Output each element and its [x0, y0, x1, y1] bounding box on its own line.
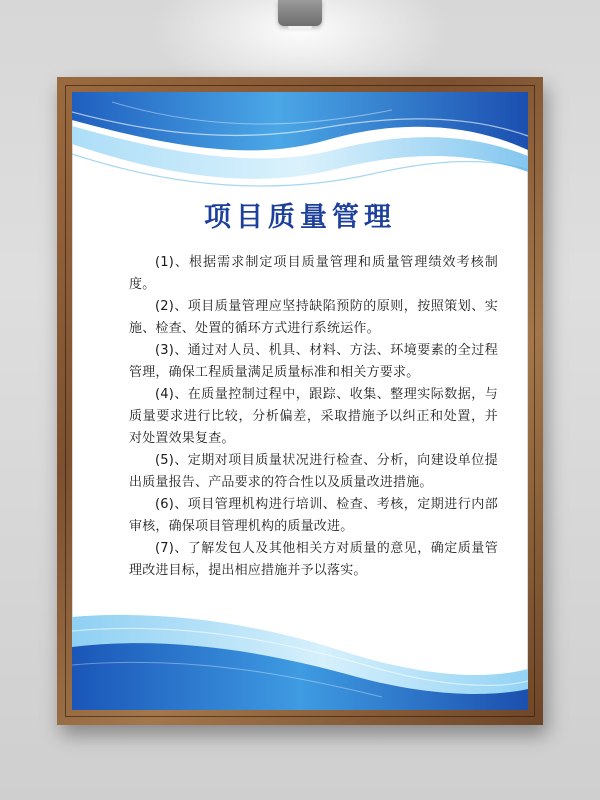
regulation-item-7: (7)、了解发包人及其他相关方对质量的意见，确定质量管理改进目标，提出相应措施并予以落实。 [129, 541, 498, 578]
poster [72, 92, 528, 710]
regulation-item-4: (4)、在质量控制过程中，跟踪、收集、整理实际数据，与质量要求进行比较，分析偏差，采取措施予以纠正和处置，并对处置效果复查。 [129, 387, 498, 446]
regulation-item-3: (3)、通过对人员、机具、材料、方法、环境要素的全过程管理，确保工程质量满足质量标准和相关方要求。 [129, 343, 498, 380]
regulation-list [129, 252, 498, 582]
regulation-item-1: (1)、根据需求制定项目质量管理和质量管理绩效考核制度。 [129, 255, 498, 292]
top-wave-decoration [72, 92, 528, 202]
picture-frame [57, 77, 543, 725]
bottom-wave-decoration [72, 605, 528, 710]
regulation-item-6: (6)、项目管理机构进行培训、检查、考核，定期进行内部审核，确保项目管理机构的质量改进。 [129, 497, 498, 534]
regulation-item-2: (2)、项目质量管理应坚持缺陷预防的原则，按照策划、实施、检查、处置的循环方式进行系统运作。 [129, 299, 498, 336]
regulation-item-5: (5)、定期对项目质量状况进行检查、分析，向建设单位提出质量报告、产品要求的符合性以及质量改进措施。 [129, 453, 498, 490]
poster-title: 项目质量管理 [204, 202, 396, 233]
lamp-icon [278, 0, 322, 26]
